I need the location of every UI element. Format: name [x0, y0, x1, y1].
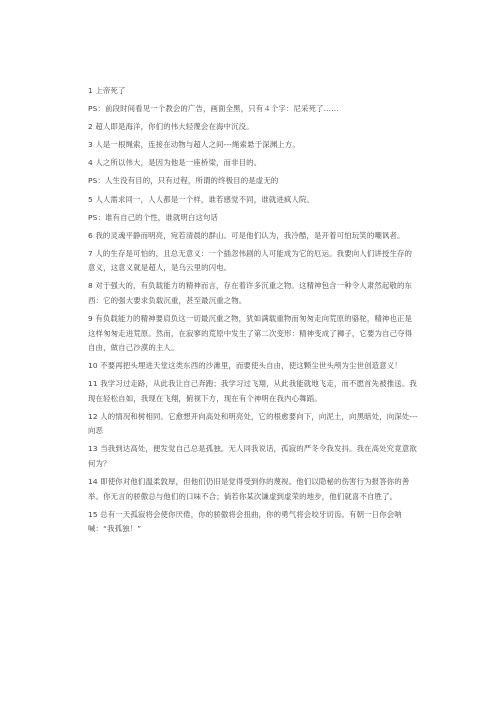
paragraph-ps-1: PS：前段时间看见一个教会的广告，画面全黑，只有４个字：尼采死了……: [88, 104, 339, 114]
paragraph-13: 13 当我到达高处，便发觉自己总是孤独。无人同我说话，孤寂的严冬令我发抖。我在高处究竟意欲何为？: [88, 444, 417, 468]
paragraph-ps-4: PS：人生没有目的，只有过程，所谓的终极目的是虚无的: [88, 176, 279, 186]
paragraph-ps-5: PS：谁有自己的个性，谁就明白这句话: [88, 212, 219, 222]
paragraph-15: 15 总有一天孤寂将会使你厌倦，你的骄傲将会扭曲，你的勇气将会咬牙切齿。有朝一日你会呐喊：“我孤独！”: [88, 509, 402, 534]
paragraph-8: 8 对于强大的，有负载能力的精神而言，存在着许多沉重之物。这精神包含一种令人肃然起敬的东西：它的强大要求负载沉重，甚至最沉重之物。: [88, 281, 413, 305]
document-page: [88, 84, 418, 540]
paragraph-1: 1 上帝死了: [88, 86, 126, 95]
paragraph-14: 14 即使你对他们温柔敦厚，但他们仍旧是觉得受到你的蔑视。他们以隐秘的伤害行为报答你的善举。你无言的骄傲总与他们的口味不合；倘若你某次谦虚到虚荣的地步，他们就喜不自胜了。: [88, 477, 410, 501]
paragraph-3: 3 人是一根绳索，连接在动物与超人之间---绳索悬于深渊上方。: [88, 140, 300, 150]
paragraph-6: 6 我的灵魂平静而明亮，宛若清晨的群山。可是他们认为，我冷酷，是开着可怕玩笑的嘲讽者。: [88, 230, 405, 240]
paragraph-5: 5 人人需求同一，人人都是一个样，谁若感觉不同，谁就进疯人院。: [88, 194, 315, 204]
paragraph-11: 11 我学习过走路，从此我让自己奔跑；我学习过飞翔，从此我能就地飞走，而不愿首先被推送。我现在轻松自如，我现在飞翔，俯视下方，现在有个神明在我内心舞蹈。: [88, 379, 417, 403]
paragraph-2: 2 超人即是海洋，你们的伟大轻蔑会在海中沉没。: [88, 122, 254, 132]
paragraph-10: 10 不要再把头埋进天堂这类东西的沙滩里，而要使头自由，使这颗尘世头颅为尘世创造意义！: [88, 361, 402, 371]
paragraph-12: 12 人的情况和树相同。它愈想开向高处和明亮处，它的根愈要向下，向泥土，向黑暗处，向深处---向恶: [88, 411, 418, 436]
paragraph-9: 9 有负载能力的精神要肩负这一切最沉重之物，犹如满载重物而匆匆走向荒原的骆驼，精神也正是这样匆匆走进荒原。然而，在寂寥的荒原中发生了第二次变形：精神变成了狮子，它要为自己夺得自由，做自己沙漠的主人。: [88, 314, 413, 353]
paragraph-7: 7 人的生存是可怕的，且总无意义：一个插忽伟剧的人可能成为它的厄运。我要向人们讲授生存的意义，这意义就是超人，是乌云里的闪电。: [88, 248, 413, 273]
paragraph-4: 4 人之所以伟大，是因为他是一座桥梁，而非目的。: [88, 158, 262, 168]
